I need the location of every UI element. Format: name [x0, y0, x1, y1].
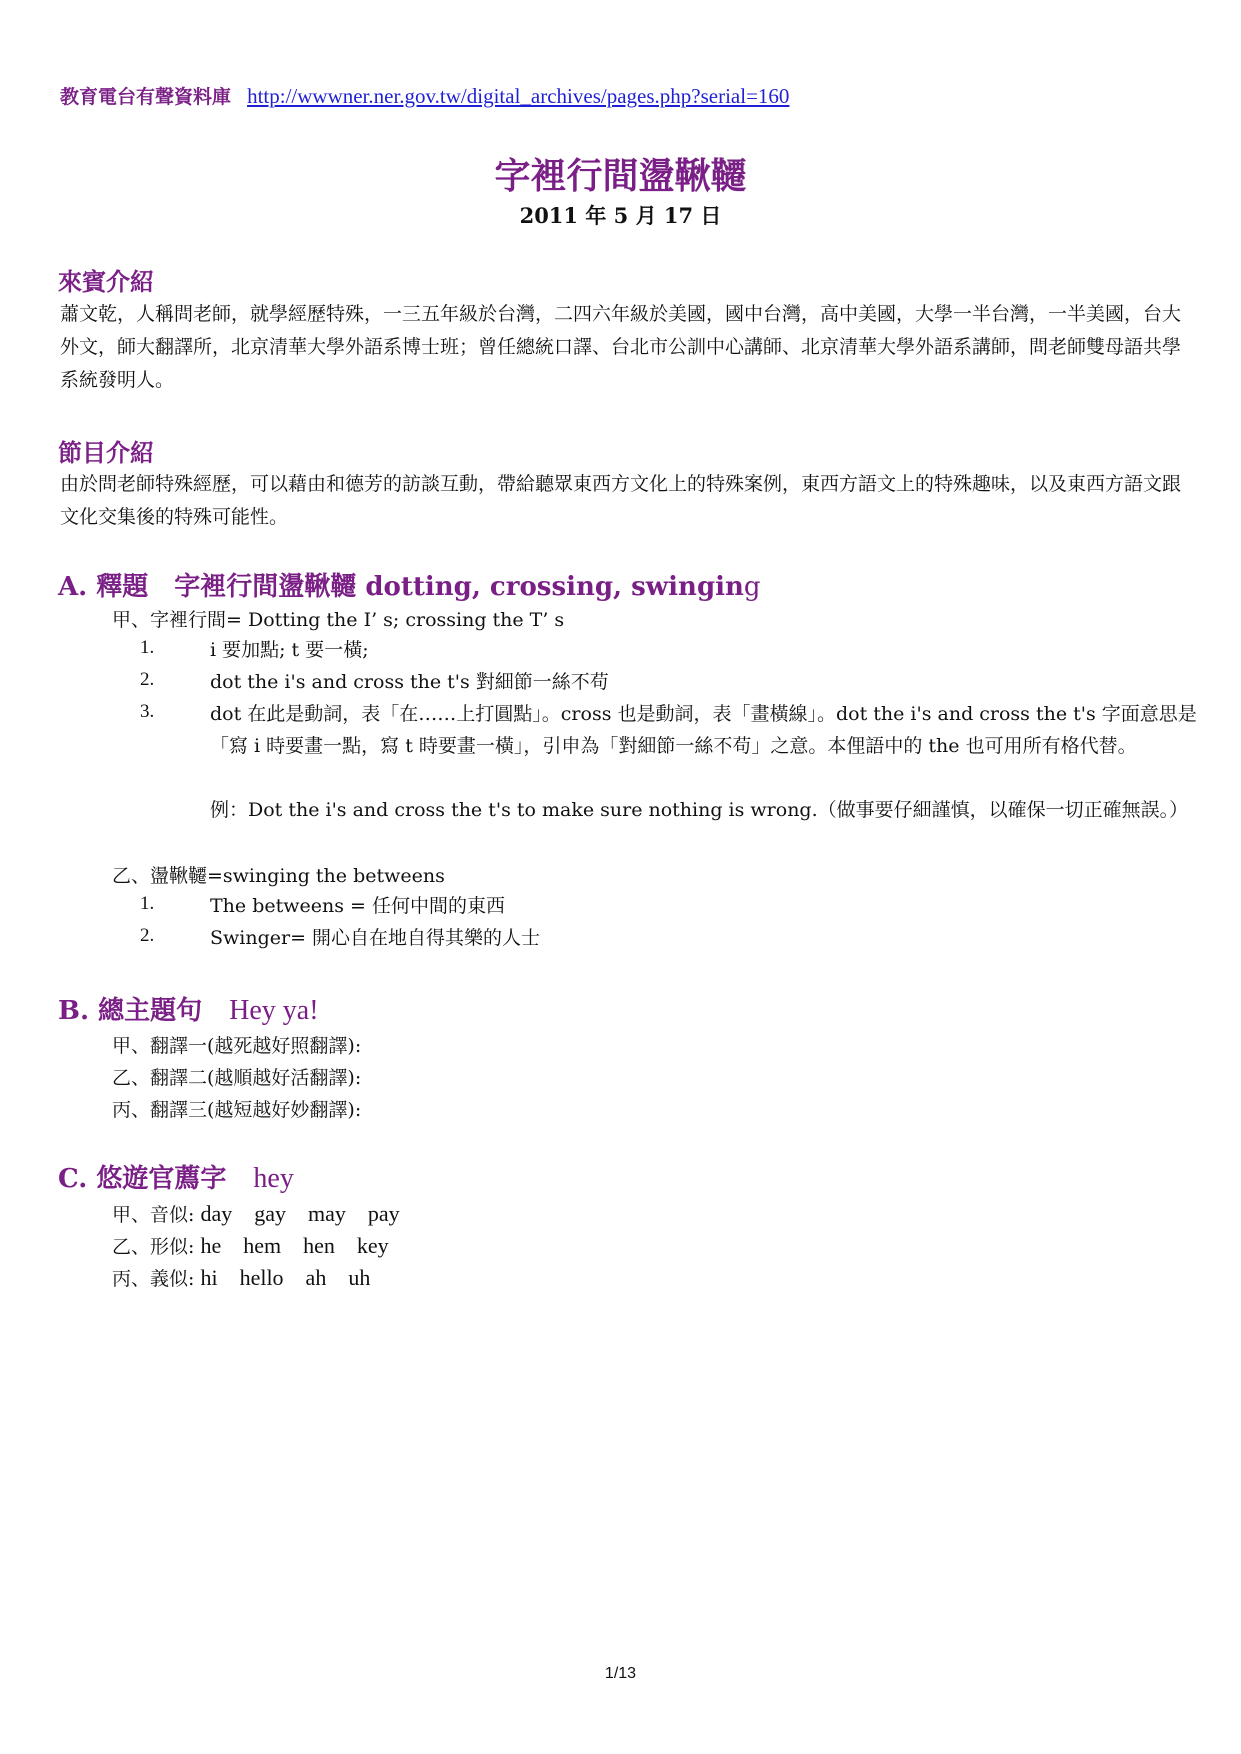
section-a-heading-text: A. 釋題 字裡行間盪鞦韆 dotting, crossing, swingin	[58, 572, 744, 602]
section-b-line-1: 甲、翻譯一(越死越好照翻譯):	[112, 1035, 362, 1057]
jia-item-2-text: dot the i's and cross the t's 對細節一絲不苟	[210, 671, 609, 693]
section-b-line-3: 丙、翻譯三(越短越好妙翻譯):	[112, 1099, 362, 1121]
document-date: 2011 年 5 月 17 日	[519, 203, 722, 228]
jia-item-1-num: 1.	[140, 637, 155, 658]
yi-item-1-num: 1.	[140, 893, 155, 914]
section-a-heading-tail: g	[743, 572, 761, 602]
section-b-heading	[58, 990, 319, 1027]
document-title: 字裡行間盪鞦韆	[494, 155, 747, 197]
section-c-heading	[58, 1158, 294, 1195]
section-c-line-2	[112, 1230, 389, 1263]
section-c-line-3-label: 丙、義似:	[112, 1268, 195, 1290]
section-b-heading-en: Hey ya!	[229, 995, 319, 1026]
jia-item-3-text: dot 在此是動詞，表「在……上打圓點」。cross 也是動詞，表「畫橫線」。dot the i's and cross the t's 字面意思是「寫 i 時要畫一點，寫 t 時要畫一橫」，引申為「對細節一絲不苟」之意。本俚語中的 the 也可用所有格代替。	[210, 703, 1197, 757]
jia-example: 例：Dot the i's and cross the t's to make sure nothing is wrong.（做事要仔細謹慎，以確保一切正確無誤。）	[210, 799, 1189, 821]
section-c-line-2-label: 乙、形似:	[112, 1236, 195, 1258]
guest-heading: 來賓介紹	[58, 267, 154, 296]
section-a-heading	[58, 566, 761, 603]
yi-item-2-text: Swinger= 開心自在地自得其樂的人士	[210, 927, 541, 949]
guest-text: 蕭文乾，人稱問老師，就學經歷特殊，一三五年級於台灣，二四六年級於美國，國中台灣，高中美國，大學一半台灣，一半美國，台大外文，師大翻譯所，北京清華大學外語系博士班；曾任總統口譯、台北市公訓中心講師、北京清華大學外語系講師，問老師雙母語共學系統發明人。	[60, 303, 1182, 391]
section-c-heading-en: hey	[253, 1163, 294, 1194]
source-url-link[interactable]: http://wwwner.ner.gov.tw/digital_archives/pages.php?serial=160	[247, 84, 790, 108]
jia-item-2-num: 2.	[140, 669, 155, 690]
source-header	[60, 82, 789, 109]
section-c-line-1	[112, 1198, 400, 1231]
section-c-line-1-words: day gay may pay	[200, 1201, 400, 1226]
source-organization: 教育電台有聲資料庫	[60, 86, 232, 108]
yi-item-2-num: 2.	[140, 925, 155, 946]
section-c-heading-text: C. 悠遊官薦字	[58, 1164, 227, 1194]
section-c-line-1-label: 甲、音似:	[112, 1204, 195, 1226]
yi-item-1-text: The betweens = 任何中間的東西	[210, 895, 505, 917]
section-c-line-2-words: he hem hen key	[200, 1233, 389, 1258]
section-c-line-3-words: hi hello ah uh	[200, 1265, 371, 1290]
program-heading: 節目介紹	[58, 438, 154, 467]
section-b-heading-text: B. 總主題句	[58, 996, 203, 1026]
program-text: 由於問老師特殊經歷，可以藉由和德芳的訪談互動，帶給聽眾東西方文化上的特殊案例，東西方語文上的特殊趣味，以及東西方語文跟文化交集後的特殊可能性。	[60, 473, 1182, 528]
section-a-yi: 乙、盪鞦韆=swinging the betweens	[112, 865, 445, 887]
section-b-line-2: 乙、翻譯二(越順越好活翻譯):	[112, 1067, 362, 1089]
section-a-jia: 甲、字裡行間= Dotting the I’ s; crossing the T’ s	[112, 609, 565, 631]
section-c-line-3	[112, 1262, 370, 1295]
page-number: 1/13	[604, 1665, 637, 1682]
jia-item-1-text: i 要加點; t 要一橫;	[210, 639, 369, 661]
jia-item-3-num: 3.	[140, 701, 155, 722]
